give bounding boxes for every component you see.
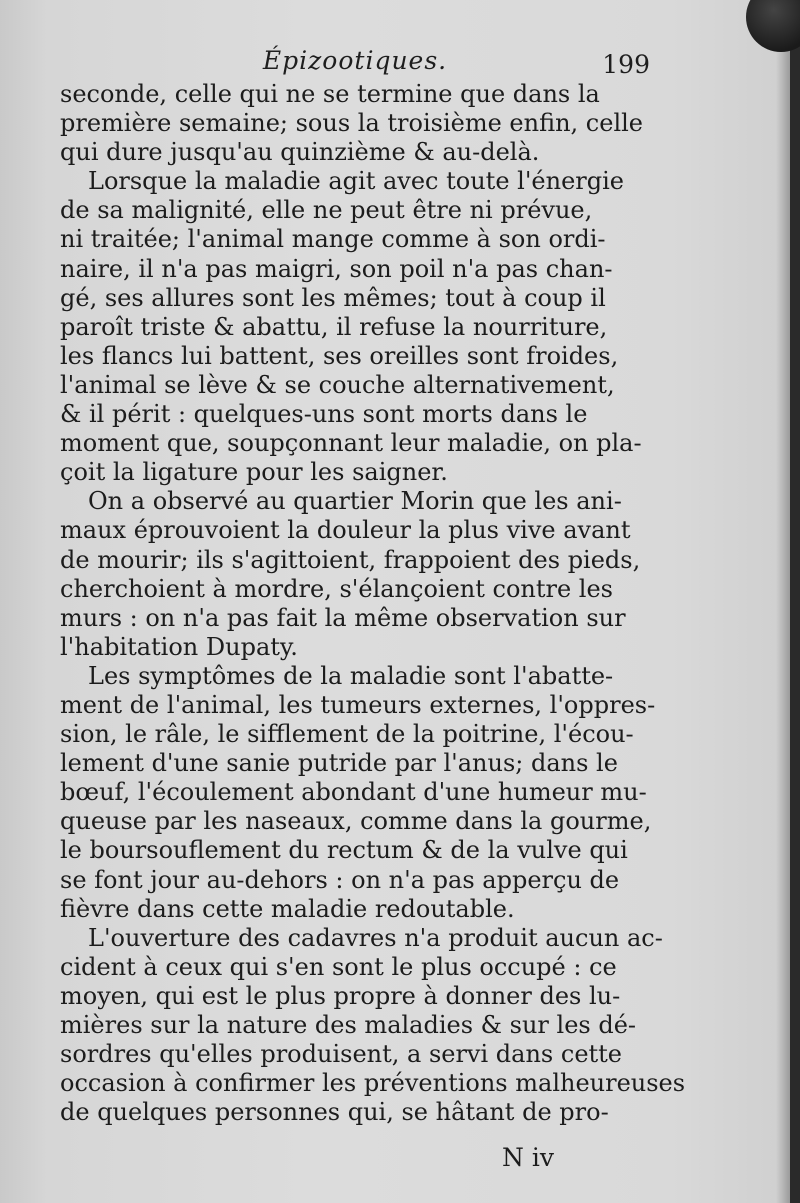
text-line: de mourir; ils s'agittoient, frappoient des pieds,	[60, 545, 641, 574]
paragraph	[60, 487, 648, 662]
text-line: L'ouverture des cadavres n'a produit aucun ac-	[88, 923, 663, 952]
text-line: cident à ceux qui s'en sont le plus occupé : ce	[60, 952, 617, 981]
text-line: Lorsque la maladie agit avec toute l'énergie	[88, 167, 625, 196]
text-line: se font jour au-dehors : on n'a pas apperçu de	[60, 865, 620, 894]
text-line: de quelques personnes qui, se hâtant de pro-	[60, 1098, 609, 1127]
text-line: le boursouflement du rectum & de la vulve qui	[60, 836, 628, 865]
text-line: çoit la ligature pour les saigner.	[60, 458, 448, 487]
text-line: moment que, soupçonnant leur maladie, on pla-	[60, 429, 642, 458]
text-line: qui dure jusqu'au quinzième & au-delà.	[60, 138, 540, 167]
running-title: Épizootiques.	[262, 46, 448, 75]
paragraph	[60, 167, 648, 487]
text-line: moyen, qui est le plus propre à donner des lu-	[60, 981, 621, 1010]
text-line: les flancs lui battent, ses oreilles sont froides,	[60, 341, 619, 370]
body-text	[60, 80, 686, 1127]
text-line: occasion à confirmer les préventions malheureuses	[60, 1069, 686, 1098]
text-line: ment de l'animal, les tumeurs externes, l'oppres-	[60, 690, 656, 719]
text-line: l'animal se lève & se couche alternativement,	[60, 370, 615, 399]
text-line: l'habitation Dupaty.	[60, 632, 298, 661]
text-line: cherchoient à mordre, s'élançoient contre les	[60, 574, 613, 603]
page-number: 199	[602, 50, 650, 79]
signature-mark: N iv	[502, 1143, 554, 1172]
text-line: ni traitée; l'animal mange comme à son ordi-	[60, 225, 606, 254]
paragraph	[60, 80, 648, 167]
text-line: murs : on n'a pas fait la même observation sur	[60, 603, 626, 632]
text-line: sordres qu'elles produisent, a servi dans cette	[60, 1040, 623, 1069]
text-line: Les symptômes de la maladie sont l'abatte-	[88, 661, 614, 690]
text-line: queuse par les naseaux, comme dans la gourme,	[60, 807, 652, 836]
paragraph	[60, 923, 686, 1128]
text-line: naire, il n'a pas maigri, son poil n'a pas chan-	[60, 254, 613, 283]
page-edge-shadow	[776, 0, 790, 1203]
text-line: On a observé au quartier Morin que les ani-	[88, 487, 622, 516]
text-line: seconde, celle qui ne se termine que dans la	[60, 80, 600, 108]
text-line: lement d'une sanie putride par l'anus; dans le	[60, 749, 618, 778]
text-line: gé, ses allures sont les mêmes; tout à coup il	[60, 283, 606, 312]
text-line: & il périt : quelques-uns sont morts dans le	[60, 400, 588, 429]
text-line: maux éprouvoient la douleur la plus vive avant	[60, 516, 631, 545]
paragraph	[60, 661, 656, 924]
text-line: bœuf, l'écoulement abondant d'une humeur mu-	[60, 778, 647, 807]
running-head	[60, 46, 650, 80]
text-line: fièvre dans cette maladie redoutable.	[60, 894, 515, 923]
text-line: paroît triste & abattu, il refuse la nourriture,	[60, 312, 608, 341]
text-line: de sa malignité, elle ne peut être ni prévue,	[60, 196, 593, 225]
text-line: sion, le râle, le sifflement de la poitrine, l'écou-	[60, 720, 634, 749]
text-line: mières sur la nature des maladies & sur les dé-	[60, 1011, 637, 1039]
text-line: première semaine; sous la troisième enfin, celle	[60, 109, 644, 138]
